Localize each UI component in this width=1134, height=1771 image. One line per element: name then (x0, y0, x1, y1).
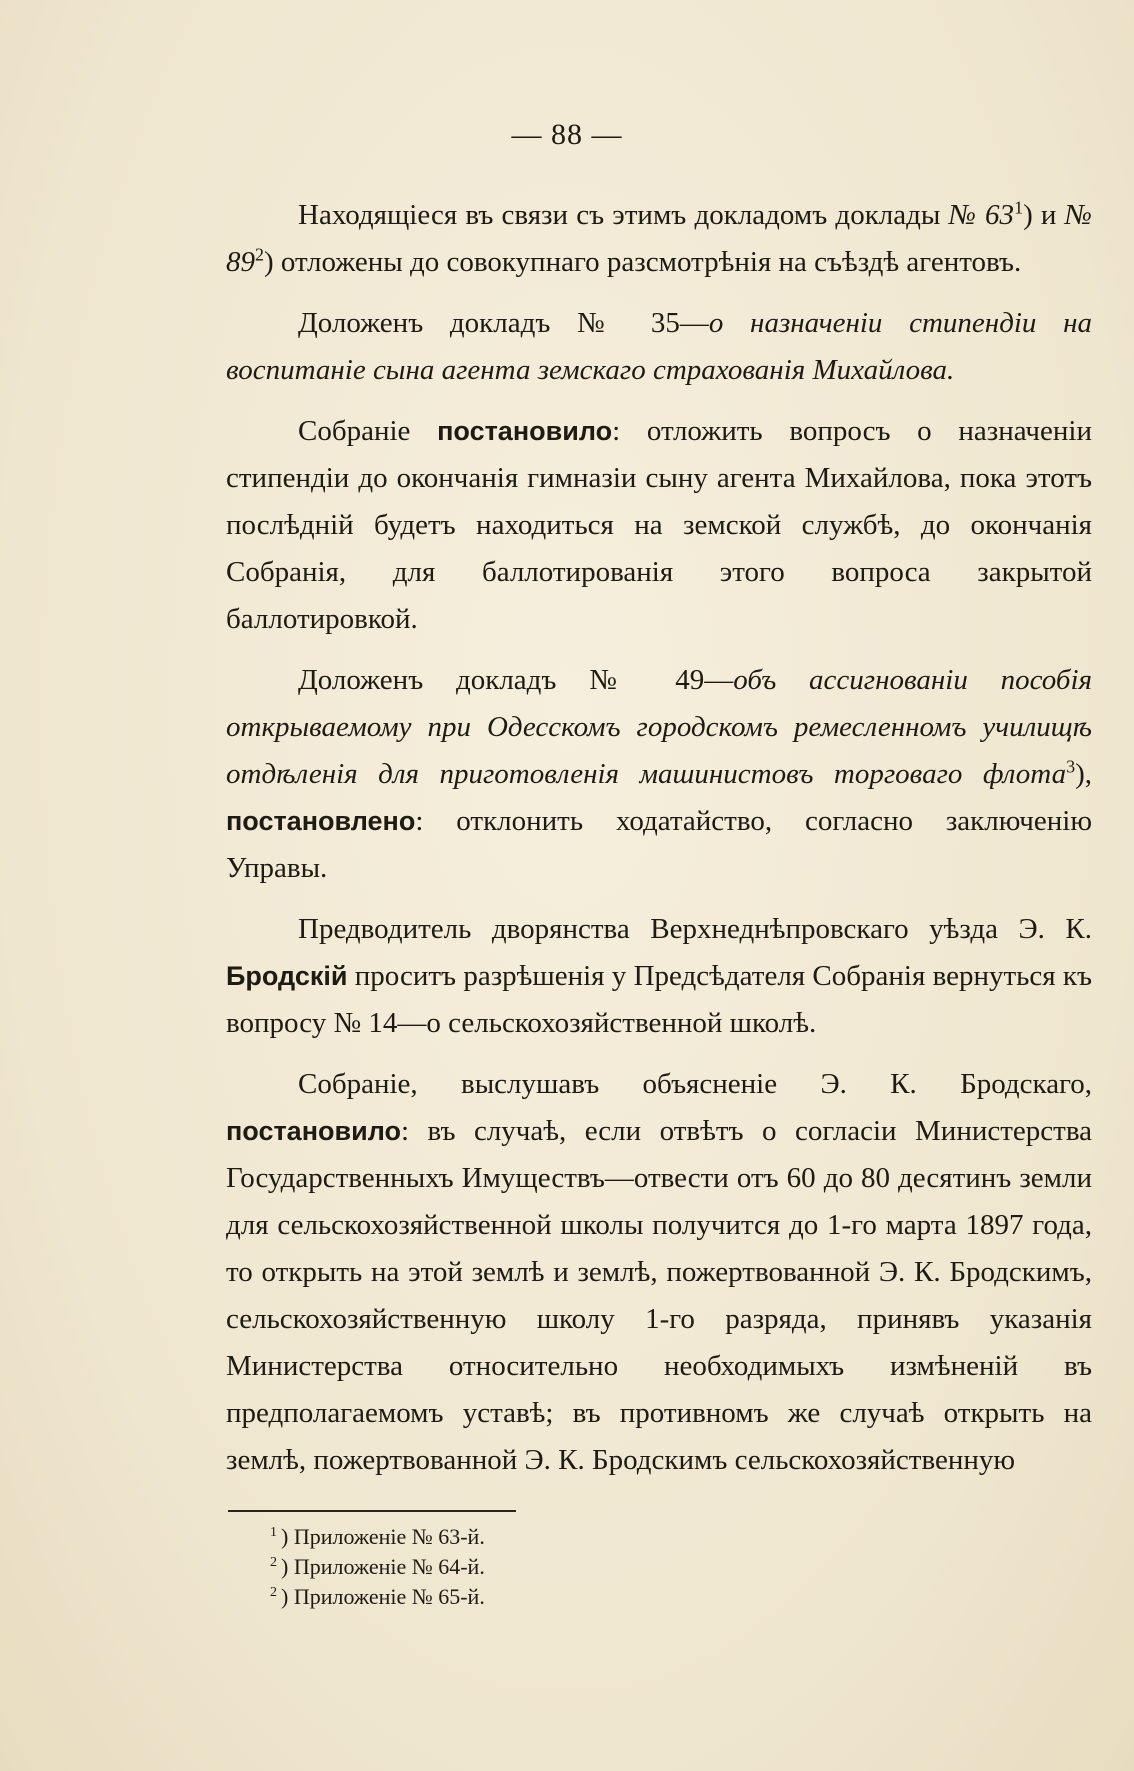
footnote-mark: 1 (270, 1524, 277, 1540)
body-text (226, 192, 1092, 1498)
paragraph-6 (226, 1061, 1092, 1484)
footnote-divider (228, 1510, 516, 1512)
footnote-text: ) Приложеніе № 64-й. (281, 1554, 485, 1579)
report-topic: объ ассигнованіи пособія открываемому при Одесскомъ городскомъ ремесленномъ училищѣ отдѣленія для приготовленія машинистовъ торговаго флота (226, 664, 1093, 790)
footnote-mark: 2 (270, 1554, 277, 1570)
paragraph-4 (226, 657, 1092, 892)
paragraph-3 (226, 408, 1092, 643)
text-run: ) и (1023, 199, 1065, 231)
footnote-mark: 2 (270, 1584, 277, 1600)
resolution-keyword: постановило (437, 416, 613, 446)
footnote-3 (270, 1582, 485, 1612)
paragraph-1 (226, 192, 1092, 286)
text-run: Собраніе (298, 415, 438, 447)
text-run: Доложенъ докладъ № 35— (298, 307, 709, 339)
page-number: — 88 — (511, 118, 623, 151)
text-run: : отклонить ходатайство, согласно заключенію Управы. (226, 805, 1092, 884)
text-run: Находящіеся въ связи съ этимъ докладомъ доклады (298, 199, 949, 231)
resolution-keyword: постановило (226, 1116, 401, 1146)
text-run: Предводитель дворянства Верхнеднѣпровскаго уѣзда Э. К. (298, 913, 1092, 945)
resolution-keyword: постановлено (226, 806, 416, 836)
text-run: проситъ разрѣшенія у Предсѣдателя Собранія вернуться къ вопросу № 14—о сельскохозяйственной школѣ. (226, 960, 1092, 1039)
footnote-text: ) Приложеніе № 65-й. (281, 1584, 485, 1609)
text-run: Собраніе, выслушавъ объясненіе Э. К. Бродскаго, (298, 1068, 1092, 1100)
text-run: : въ случаѣ, если отвѣтъ о согласіи Министерства Государственныхъ Имуществъ—отвести отъ 60 до 80 десятинъ земли для сельскохозяйственной школы получится до 1-го марта 1897 года, то открыть на этой землѣ и землѣ, пожертвованной Э. К. Бродскимъ, сельскохозяйственную школу 1-го разряда, принявъ указанія Министерства относительно необходимыхъ измѣненій въ предполагаемомъ уставѣ; въ противномъ же случаѣ открыть на землѣ, пожертвованной Э. К. Бродскимъ сельскохозяйственную (226, 1115, 1092, 1476)
footnote-mark: 3 (1066, 756, 1076, 777)
person-name: Бродскій (226, 961, 348, 991)
text-run: Доложенъ докладъ № 49— (298, 664, 734, 696)
footnote-1 (270, 1522, 485, 1552)
text-run: ), (1075, 758, 1092, 790)
paragraph-5 (226, 906, 1092, 1047)
footnotes (270, 1522, 485, 1612)
report-topic: о назначеніи стипендіи на воспитаніе сына агента земскаго страхованія Михайлова. (226, 307, 1093, 386)
paragraph-2 (226, 300, 1092, 394)
report-number: № 63 (948, 199, 1015, 231)
footnote-mark: 1 (1014, 197, 1024, 218)
text-run: : отложить вопросъ о назначеніи стипендіи до окончанія гимназіи сыну агента Михайлова, пока этотъ послѣдній будетъ находиться на земской службѣ, до окончанія Собранія, для баллотированія этого вопроса закрытой баллотировкой. (226, 415, 1092, 635)
footnote-text: ) Приложеніе № 63-й. (281, 1524, 485, 1549)
footnote-mark: 2 (255, 244, 264, 265)
text-run: ) отложены до совокупнаго разсмотрѣнія на съѣздѣ агентовъ. (264, 246, 1022, 278)
footnote-2 (270, 1552, 485, 1582)
report-number: № 89 (226, 199, 1092, 278)
